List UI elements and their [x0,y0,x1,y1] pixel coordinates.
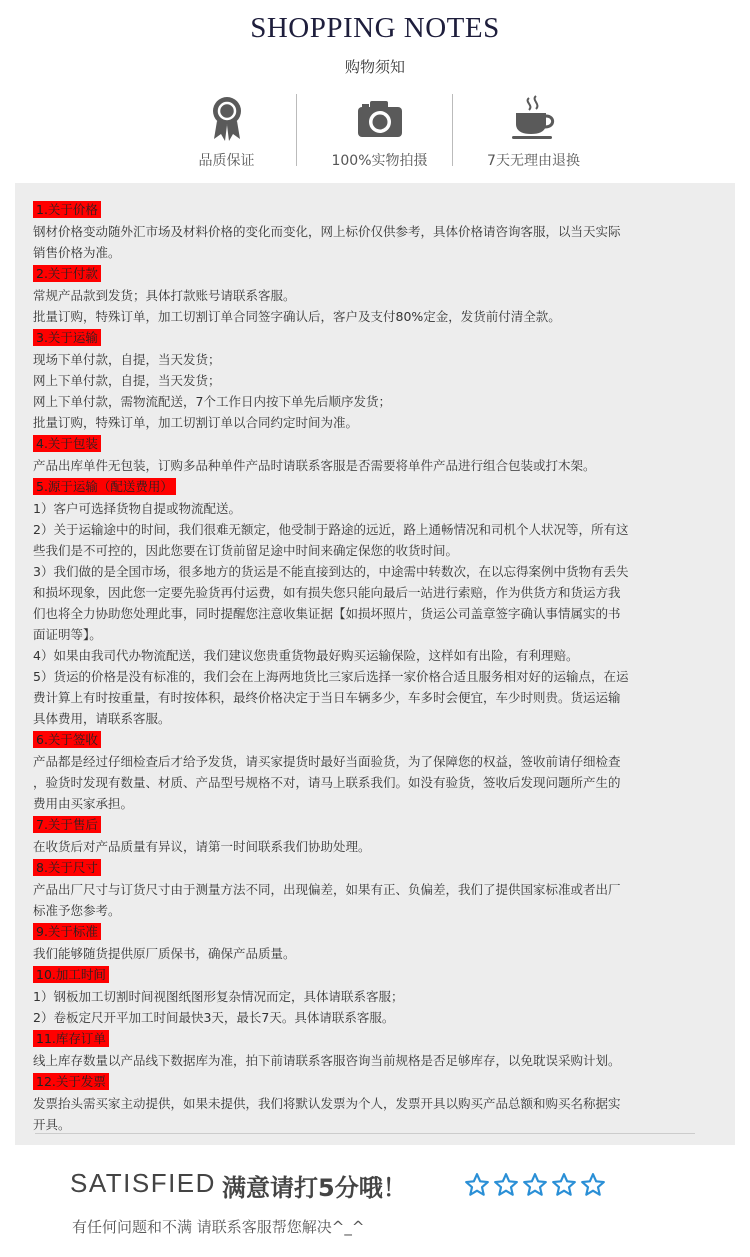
section-text-line: 线上库存数量以产品线下数据库为准，拍下前请联系客服咨询当前规格是否足够库存，以免耽误采购计划。 [33,1053,621,1068]
section-text-line: 1）客户可选择货物自提或物流配送。 [33,501,241,516]
section-text-line: 在收货后对产品质量有异议，请第一时间联系我们协助处理。 [33,839,371,854]
feature-returns [457,92,610,170]
section-text-line: 网上下单付款，自提，当天发货； [33,373,221,388]
section-text-line: 5）货运的价格是没有标准的，我们会在上海两地货比三家后选择一家价格合适且服务相对好的运输点，在运 [33,669,629,684]
section-text-line: 产品都是经过仔细检查后才给予发货，请买家提货时最好当面验货，为了保障您的权益，签收前请仔细检查 [33,754,621,769]
section-heading: 7.关于售后 [33,816,101,833]
section-text-line: 批量订购，特殊订单，加工切割订单以合同约定时间为准。 [33,415,359,430]
rating-prompt: 满意请打5分哦！ [222,1174,407,1202]
feature-label: 品质保证 [198,153,255,169]
notes-panel [15,183,735,1145]
section-text-line: 标准予您参考。 [33,903,121,918]
section-heading: 9.关于标准 [33,923,101,940]
feature-strip [150,92,610,170]
star-icon[interactable] [521,1172,549,1198]
notes-content [33,199,719,1135]
section-text-line: 开具。 [33,1117,71,1132]
section-text-line: 2）关于运输途中的时间，我们很难无额定，他受制于路途的远近，路上通畅情况和司机个人状况等，所有这 [33,522,629,537]
star-icon[interactable] [579,1172,607,1198]
camera-icon [355,94,405,144]
section-text-line: 和损坏现象，因此您一定要先验货再付运费，如有损失您只能向最后一站进行索赔，作为供货方和货运方我 [33,585,621,600]
section-text-line: 产品出厂尺寸与订货尺寸由于测量方法不同，出现偏差，如果有正、负偏差，我们了提供国家标准或者出厂 [33,882,621,897]
feature-real-photo [303,92,456,170]
star-icon[interactable] [463,1172,491,1198]
coffee-cup-icon [509,94,559,146]
section-heading: 1.关于价格 [33,201,101,218]
section-heading: 3.关于运输 [33,329,101,346]
section-text-line: 费用由买家承担。 [33,796,134,811]
section-text-line: 我们能够随货提供原厂质保书，确保产品质量。 [33,946,296,961]
feature-divider [452,94,453,166]
section-text-line: 2）卷板定尺开平加工时间最快3天，最长7天。具体请联系客服。 [33,1010,395,1025]
page-subtitle: 购物须知 [344,58,405,76]
feature-quality [150,92,303,170]
section-text-line: 具体费用，请联系客服。 [33,711,171,726]
feature-divider [296,94,297,166]
section-heading: 8.关于尺寸 [33,859,101,876]
award-ribbon-icon [204,94,250,146]
section-text-line: 网上下单付款，需物流配送，7个工作日内按下单先后顺序发货； [33,394,391,409]
section-text-line: 现场下单付款，自提，当天发货； [33,352,221,367]
section-text-line: 些我们是不可控的，因此您要在订货前留足途中时间来确定保您的收货时间。 [33,543,459,558]
star-icon[interactable] [492,1172,520,1198]
section-text-line: 常规产品款到发货；具体打款账号请联系客服。 [33,288,296,303]
contact-text: 有任何问题和不满 请联系客服帮您解决^_^ [72,1218,365,1236]
section-text-line: 4）如果由我司代办物流配送，我们建议您贵重货物最好购买运输保险，这样如有出险，有利理赔。 [33,648,579,663]
section-heading: 11.库存订单 [33,1030,109,1047]
section-text-line: 发票抬头需买家主动提供，如果未提供，我们将默认发票为个人，发票开具以购买产品总额和购买名称据实 [33,1096,621,1111]
section-heading: 2.关于付款 [33,265,101,282]
section-text-line: 钢材价格变动随外汇市场及材料价格的变化而变化，网上标价仅供参考，具体价格请咨询客服，以当天实际 [33,224,621,239]
star-icon[interactable] [550,1172,578,1198]
section-text-line: 3）我们做的是全国市场，很多地方的货运是不能直接到达的，中途需中转数次，在以忘得案例中货物有丢失 [33,564,629,579]
section-heading: 10.加工时间 [33,966,109,983]
satisfied-label: SATISFIED [70,1168,216,1198]
rating-stars [463,1172,608,1202]
section-heading: 4.关于包装 [33,435,101,452]
section-heading: 12.关于发票 [33,1073,109,1090]
feature-label: 7天无理由退换 [487,153,580,169]
section-text-line: ，验货时发现有数量、材质、产品型号规格不对，请马上联系我们。如没有验货，签收后发现问题所产生的 [33,775,621,790]
section-text-line: 销售价格为准。 [33,245,121,260]
section-text-line: 面证明等】。 [33,627,102,642]
section-heading: 6.关于签收 [33,731,101,748]
section-text-line: 们也将全力协助您处理此事，同时提醒您注意收集证据【如损坏照片，货运公司盖章签字确认事情属实的书 [33,606,621,621]
section-text-line: 批量订购，特殊订单，加工切割订单合同签字确认后，客户及支付80%定金，发货前付清全款。 [33,309,561,324]
feature-label: 100%实物拍摄 [331,153,428,169]
page-title: SHOPPING NOTES [250,12,500,44]
section-text-line: 费计算上有时按重量，有时按体积，最终价格决定于当日车辆多少，车多时会便宜，车少时则贵。货运运输 [33,690,621,705]
footer-divider [35,1133,695,1134]
section-text-line: 1）钢板加工切割时间视图纸图形复杂情况而定，具体请联系客服； [33,989,404,1004]
section-heading: 5.源于运输（配送费用） [33,478,176,495]
section-text-line: 产品出库单件无包装，订购多品种单件产品时请联系客服是否需要将单件产品进行组合包装或打木架。 [33,458,596,473]
